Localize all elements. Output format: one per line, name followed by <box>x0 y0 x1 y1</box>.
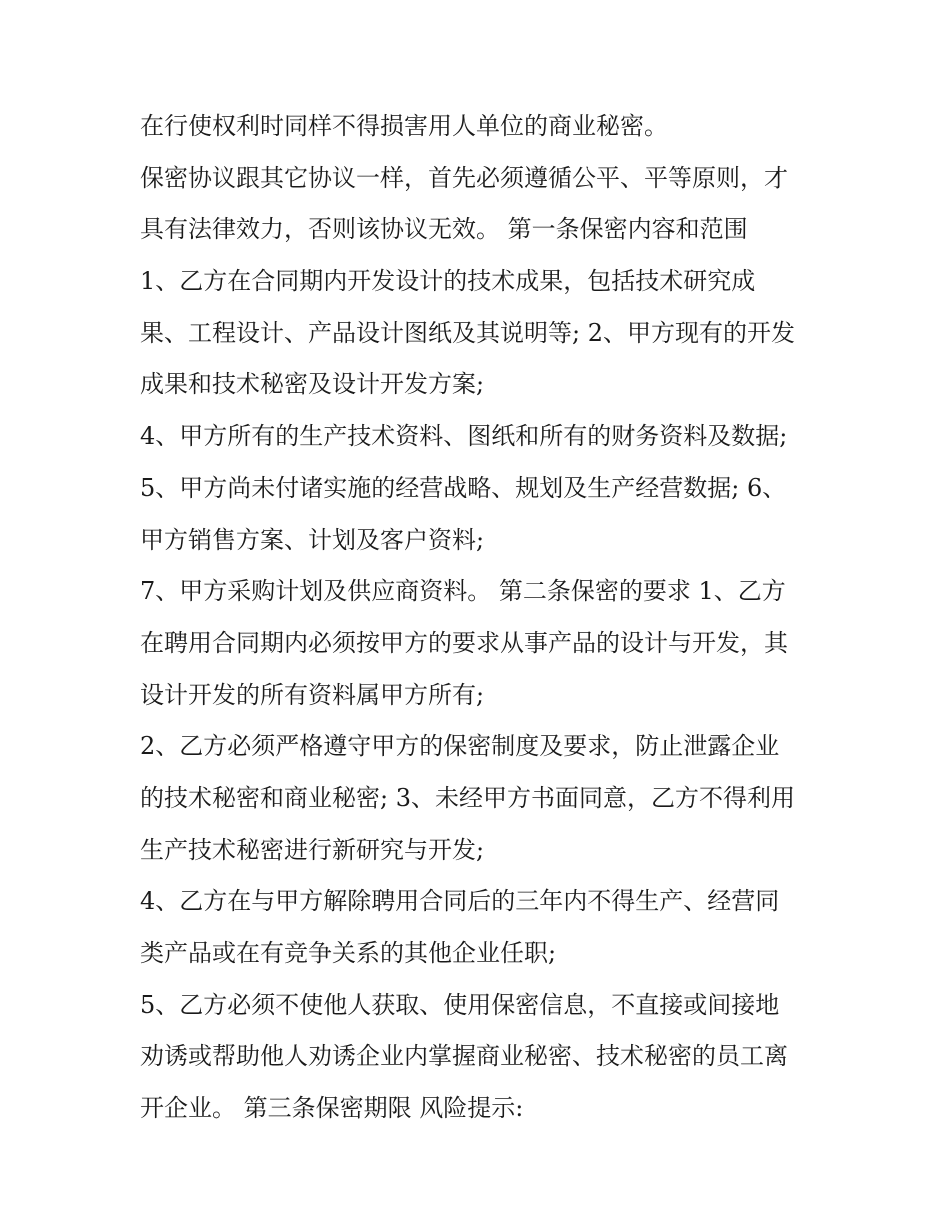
text-line: 7、甲方采购计划及供应商资料。 第二条保密的要求 1、乙方 <box>140 577 786 606</box>
text-line: 甲方销售方案、计划及客户资料; <box>140 525 485 554</box>
text-line: 设计开发的所有资料属甲方所有; <box>140 680 485 709</box>
text-line: 生产技术秘密进行新研究与开发; <box>140 835 485 864</box>
text-line: 成果和技术秘密及设计开发方案; <box>140 370 485 399</box>
text-line: 1、乙方在合同期内开发设计的技术成果，包括技术研究成 <box>140 267 756 296</box>
text-line: 的技术秘密和商业秘密; 3、未经甲方书面同意，乙方不得利用 <box>140 783 795 812</box>
text-line: 具有法律效力，否则该协议无效。 第一条保密内容和范围 <box>140 215 748 244</box>
text-line: 在聘用合同期内必须按甲方的要求从事产品的设计与开发，其 <box>140 628 788 657</box>
text-line: 类产品或在有竞争关系的其他企业任职; <box>140 939 557 967</box>
text-line: 2、乙方必须严格遵守甲方的保密制度及要求，防止泄露企业 <box>140 732 780 761</box>
text-line: 5、乙方必须不使他人获取、使用保密信息，不直接或间接地 <box>140 990 780 1019</box>
text-line: 保密协议跟其它协议一样，首先必须遵循公平、平等原则，才 <box>140 163 788 192</box>
text-line: 4、乙方在与甲方解除聘用合同后的三年内不得生产、经营同 <box>140 887 780 916</box>
text-line: 5、甲方尚未付诸实施的经营战略、规划及生产经营数据; 6、 <box>140 473 787 502</box>
text-line: 劝诱或帮助他人劝诱企业内掌握商业秘密、技术秘密的员工离 <box>140 1042 788 1071</box>
document-body <box>140 110 840 1144</box>
text-line: 在行使权利时同样不得损害用人单位的商业秘密。 <box>140 112 668 140</box>
text-line: 果、工程设计、产品设计图纸及其说明等; 2、甲方现有的开发 <box>140 318 795 347</box>
text-line: 4、甲方所有的生产技术资料、图纸和所有的财务资料及数据; <box>140 422 788 451</box>
text-line: 开企业。 第三条保密期限 风险提示: <box>140 1094 524 1123</box>
